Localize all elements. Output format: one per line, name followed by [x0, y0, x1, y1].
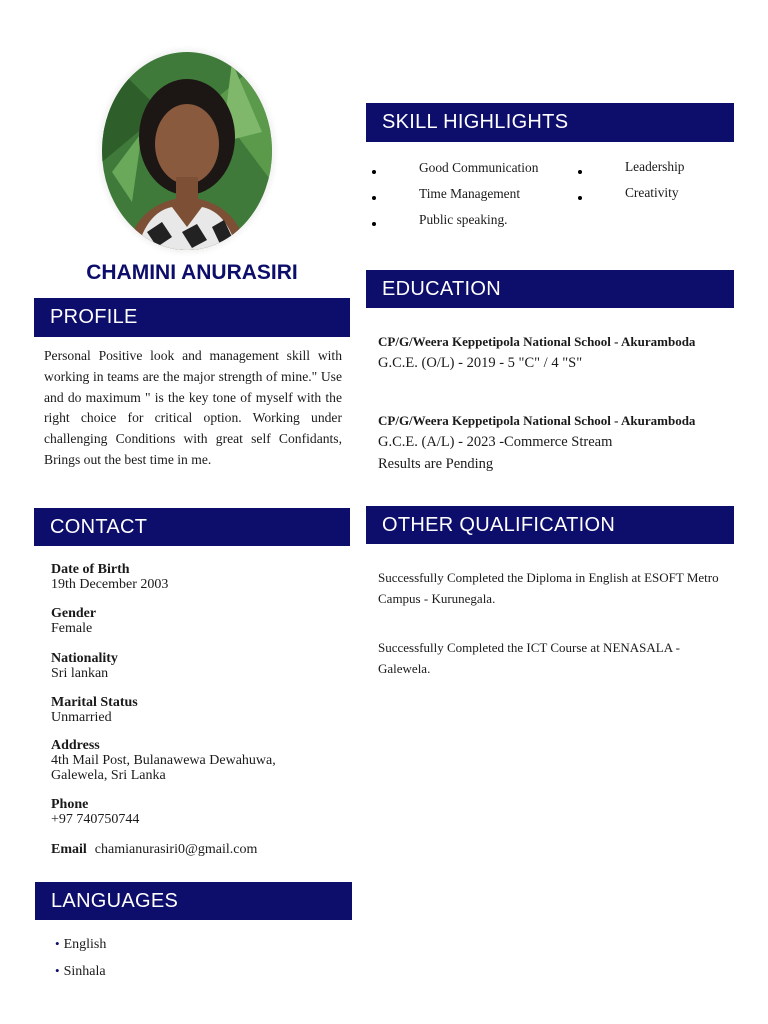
skill-item: Creativity — [625, 185, 679, 200]
dob-label: Date of Birth — [51, 562, 130, 577]
education-school: CP/G/Weera Keppetipola National School - Akuramboda — [378, 334, 696, 349]
language-english: English — [63, 937, 107, 952]
skill-item: Leadership — [625, 159, 685, 174]
email-label: Email — [51, 842, 87, 857]
skill-item: Time Management — [419, 186, 521, 201]
address-field — [51, 738, 351, 783]
bullet-icon — [578, 170, 582, 174]
address-line1: 4th Mail Post, Bulanawewa Dewahuwa, — [51, 753, 276, 768]
nationality-field — [51, 651, 351, 681]
nationality-value: Sri lankan — [51, 666, 109, 681]
education-result: G.C.E. (O/L) - 2019 - 5 "C" / 4 "S" — [378, 355, 583, 371]
email-value[interactable]: chamianurasiri0@gmail.com — [94, 842, 258, 857]
candidate-name: CHAMINI ANURASIRI — [86, 261, 298, 284]
nationality-label: Nationality — [51, 651, 118, 666]
gender-value: Female — [51, 621, 93, 636]
education-note: Results are Pending — [378, 456, 494, 472]
bullet-icon — [372, 222, 376, 226]
profile-photo — [102, 52, 272, 250]
language-item: • Sinhala — [55, 963, 106, 979]
education-header: EDUCATION — [366, 270, 734, 308]
skill-item: Public speaking. — [419, 212, 508, 227]
profile-header: PROFILE — [34, 298, 350, 337]
other-qualification-header: OTHER QUALIFICATION — [366, 506, 734, 544]
address-line2: Galewela, Sri Lanka — [51, 768, 166, 783]
contact-header: CONTACT — [34, 508, 350, 546]
profile-text: Personal Positive look and management skill with working in teams are the major strength of mine." Use and do maximum " is the key tone of myself with the right choice for critical option. Working under challenging Conditions with great self Confidants, Brings out the best time in me. — [44, 348, 342, 467]
bullet-icon — [372, 196, 376, 200]
email-field — [51, 840, 351, 858]
education-result: G.C.E. (A/L) - 2023 -Commerce Stream — [378, 434, 613, 450]
language-item: • English — [55, 936, 107, 952]
marital-field — [51, 695, 351, 725]
education-school: CP/G/Weera Keppetipola National School - Akuramboda — [378, 413, 696, 428]
gender-label: Gender — [51, 606, 97, 621]
skill-item: Good Communication — [419, 160, 539, 175]
bullet-icon — [372, 170, 376, 174]
phone-value: +97 740750744 — [51, 812, 140, 827]
dob-field — [51, 562, 351, 592]
language-sinhala: Sinhala — [63, 964, 106, 979]
phone-field — [51, 797, 351, 827]
address-label: Address — [51, 738, 100, 753]
qualification-item: Successfully Completed the Diploma in English at ESOFT Metro Campus - Kurunegala. — [378, 570, 719, 606]
languages-header: LANGUAGES — [35, 882, 352, 920]
marital-value: Unmarried — [51, 710, 112, 725]
phone-label: Phone — [51, 797, 89, 812]
dob-value: 19th December 2003 — [51, 577, 169, 592]
marital-label: Marital Status — [51, 695, 138, 710]
bullet-icon — [578, 196, 582, 200]
qualification-item: Successfully Completed the ICT Course at NENASALA - Galewela. — [378, 640, 680, 676]
profile-photo-image — [102, 52, 272, 250]
gender-field — [51, 606, 351, 636]
skills-header: SKILL HIGHLIGHTS — [366, 103, 734, 142]
